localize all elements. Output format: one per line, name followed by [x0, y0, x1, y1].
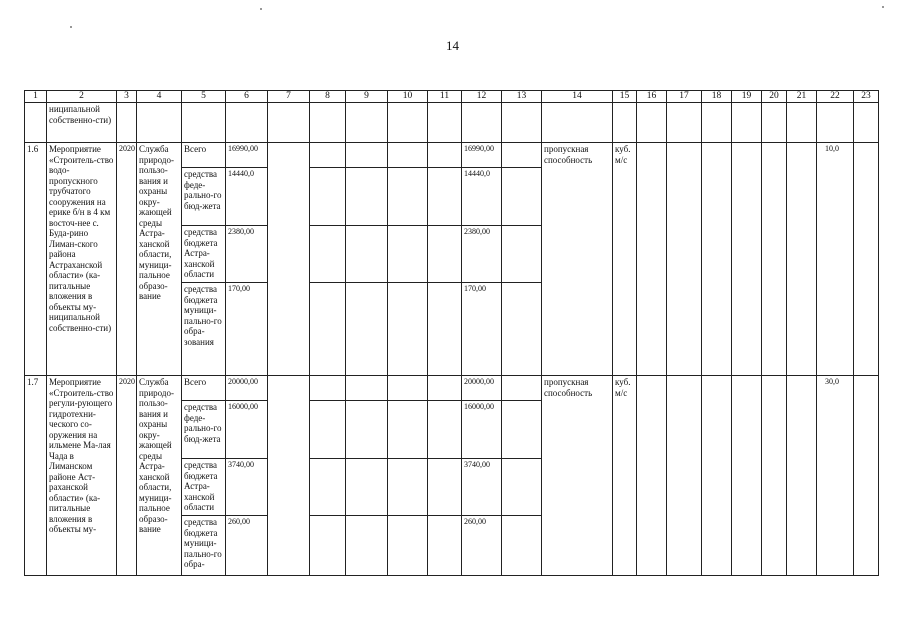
source-total: 260,00	[226, 516, 268, 576]
item-row	[25, 376, 879, 401]
carry-over-row	[25, 103, 879, 143]
item-indicator: пропускная способность	[542, 376, 613, 576]
source-2020: 170,00	[462, 283, 502, 376]
header-cell: 17	[667, 91, 702, 103]
source-2020: 260,00	[462, 516, 502, 576]
header-cell: 18	[702, 91, 732, 103]
budget-table	[24, 90, 879, 576]
source-label: Всего	[182, 376, 226, 401]
item-agency: Служба природо-пользо-вания и охраны окру-жающей среды Астра-ханской области, муници-пальное образо-вание	[137, 143, 182, 376]
source-label: средства бюджета муници-пально-го обра-	[182, 516, 226, 576]
header-cell: 16	[637, 91, 667, 103]
source-2020: 2380,00	[462, 226, 502, 283]
header-cell: 15	[613, 91, 637, 103]
source-total: 20000,00	[226, 376, 268, 401]
source-total: 16000,00	[226, 401, 268, 459]
header-cell: 4	[137, 91, 182, 103]
carry-over-name: ниципальной собственно-сти)	[47, 103, 117, 143]
header-cell: 11	[428, 91, 462, 103]
header-cell: 6	[226, 91, 268, 103]
source-2020: 3740,00	[462, 459, 502, 516]
item-name: Мероприятие «Строитель-ство водо-пропускного трубчатого сооружения на ерике б/н в 4 км восточ-нее с. Буда-рино Лиман-ского района Астраханской области» (ка-питальные вложения в объекты му-ниципальной собственно-сти)	[47, 143, 117, 376]
header-cell: 13	[502, 91, 542, 103]
source-label: Всего	[182, 143, 226, 168]
source-total: 14440,0	[226, 168, 268, 226]
scan-speck	[882, 6, 884, 8]
scan-speck	[260, 8, 262, 10]
header-cell: 7	[268, 91, 310, 103]
item-indicator: пропускная способность	[542, 143, 613, 376]
header-cell: 21	[787, 91, 817, 103]
source-label: средства феде-рально-го бюд-жета	[182, 168, 226, 226]
item-year: 2020	[117, 143, 137, 376]
header-cell: 12	[462, 91, 502, 103]
item-agency: Служба природо-пользо-вания и охраны окру-жающей среды Астра-ханской области, муници-пальное образо-вание	[137, 376, 182, 576]
source-label: средства бюджета Астра-ханской области	[182, 226, 226, 283]
header-cell: 14	[542, 91, 613, 103]
item-id: 1.6	[25, 143, 47, 376]
source-label: средства бюджета муници-пально-го обра-зования	[182, 283, 226, 376]
header-cell: 3	[117, 91, 137, 103]
source-2020: 20000,00	[462, 376, 502, 401]
source-label: средства бюджета Астра-ханской области	[182, 459, 226, 516]
source-total: 3740,00	[226, 459, 268, 516]
header-cell: 10	[388, 91, 428, 103]
header-cell: 20	[762, 91, 787, 103]
source-total: 2380,00	[226, 226, 268, 283]
source-label: средства феде-рально-го бюд-жета	[182, 401, 226, 459]
source-2020: 16000,00	[462, 401, 502, 459]
item-unit: куб. м/с	[613, 376, 637, 576]
item-target-value: 30,0	[817, 376, 854, 576]
header-cell: 19	[732, 91, 762, 103]
header-row	[25, 91, 879, 103]
item-id: 1.7	[25, 376, 47, 576]
header-cell: 5	[182, 91, 226, 103]
source-2020: 14440,0	[462, 168, 502, 226]
source-total: 16990,00	[226, 143, 268, 168]
header-cell: 9	[346, 91, 388, 103]
scan-speck	[70, 26, 72, 28]
item-row	[25, 143, 879, 168]
item-year: 2020	[117, 376, 137, 576]
header-cell: 1	[25, 91, 47, 103]
header-cell: 22	[817, 91, 854, 103]
header-cell: 2	[47, 91, 117, 103]
source-total: 170,00	[226, 283, 268, 376]
header-cell: 23	[854, 91, 879, 103]
header-cell: 8	[310, 91, 346, 103]
item-unit: куб. м/с	[613, 143, 637, 376]
source-2020: 16990,00	[462, 143, 502, 168]
item-target-value: 10,0	[817, 143, 854, 376]
item-name: Мероприятие «Строитель-ство регули-рующего гидротехни-ческого со-оружения на ильмене Ма-лая Чада в Лиманском районе Аст-раханской области» (ка-питальные вложения в объекты му-	[47, 376, 117, 576]
page-number: 14	[446, 38, 459, 53]
